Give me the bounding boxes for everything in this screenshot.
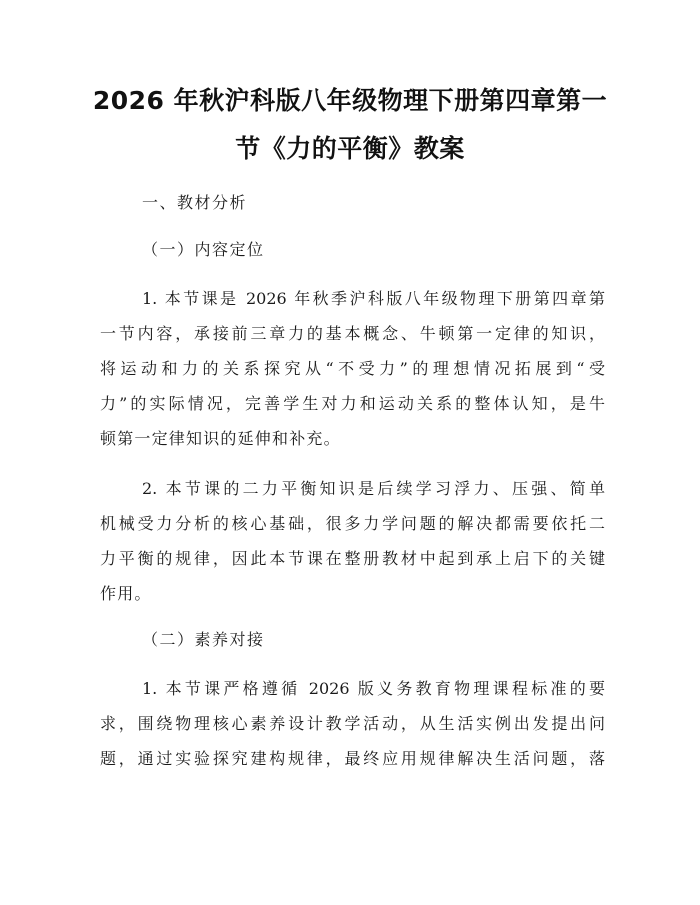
paragraph-1-line-3: 将运动和力的关系探究从“不受力”的理想情况拓展到“受 [100,359,605,378]
paragraph-3-line-2: 求，围绕物理核心素养设计教学活动，从生活实例出发提出问 [100,714,605,733]
section-heading-teaching-material-analysis: 一、教材分析 [142,193,248,212]
paragraph-2-line-4: 作用。 [100,584,152,603]
subsection-heading-literacy-alignment: （二）素养对接 [142,630,265,649]
paragraph-1-line-5: 顿第一定律知识的延伸和补充。 [100,429,341,448]
paragraph-2-line-2: 机械受力分析的核心基础，很多力学问题的解决都需要依托二 [100,514,605,533]
paragraph-1-line-4: 力”的实际情况，完善学生对力和运动关系的整体认知，是牛 [100,394,605,413]
paragraph-2-line-3: 力平衡的规律，因此本节课在整册教材中起到承上启下的关键 [100,549,605,568]
paragraph-3-line-1: 1. 本节课严格遵循 2026 版义务教育物理课程标准的要 [142,679,605,698]
paragraph-1-line-2: 一节内容，承接前三章力的基本概念、牛顿第一定律的知识， [100,324,605,343]
subsection-heading-content-positioning: （一）内容定位 [142,240,265,259]
document-title-line-1: 2026 年秋沪科版八年级物理下册第四章第一 [92,86,608,115]
paragraph-1-line-1: 1. 本节课是 2026 年秋季沪科版八年级物理下册第四章第 [142,289,605,308]
document-title-line-2: 节《力的平衡》教案 [235,134,465,163]
paragraph-3-line-3: 题，通过实验探究建构规律，最终应用规律解决生活问题，落 [100,749,605,768]
paragraph-2-line-1: 2. 本节课的二力平衡知识是后续学习浮力、压强、简单 [142,479,605,498]
